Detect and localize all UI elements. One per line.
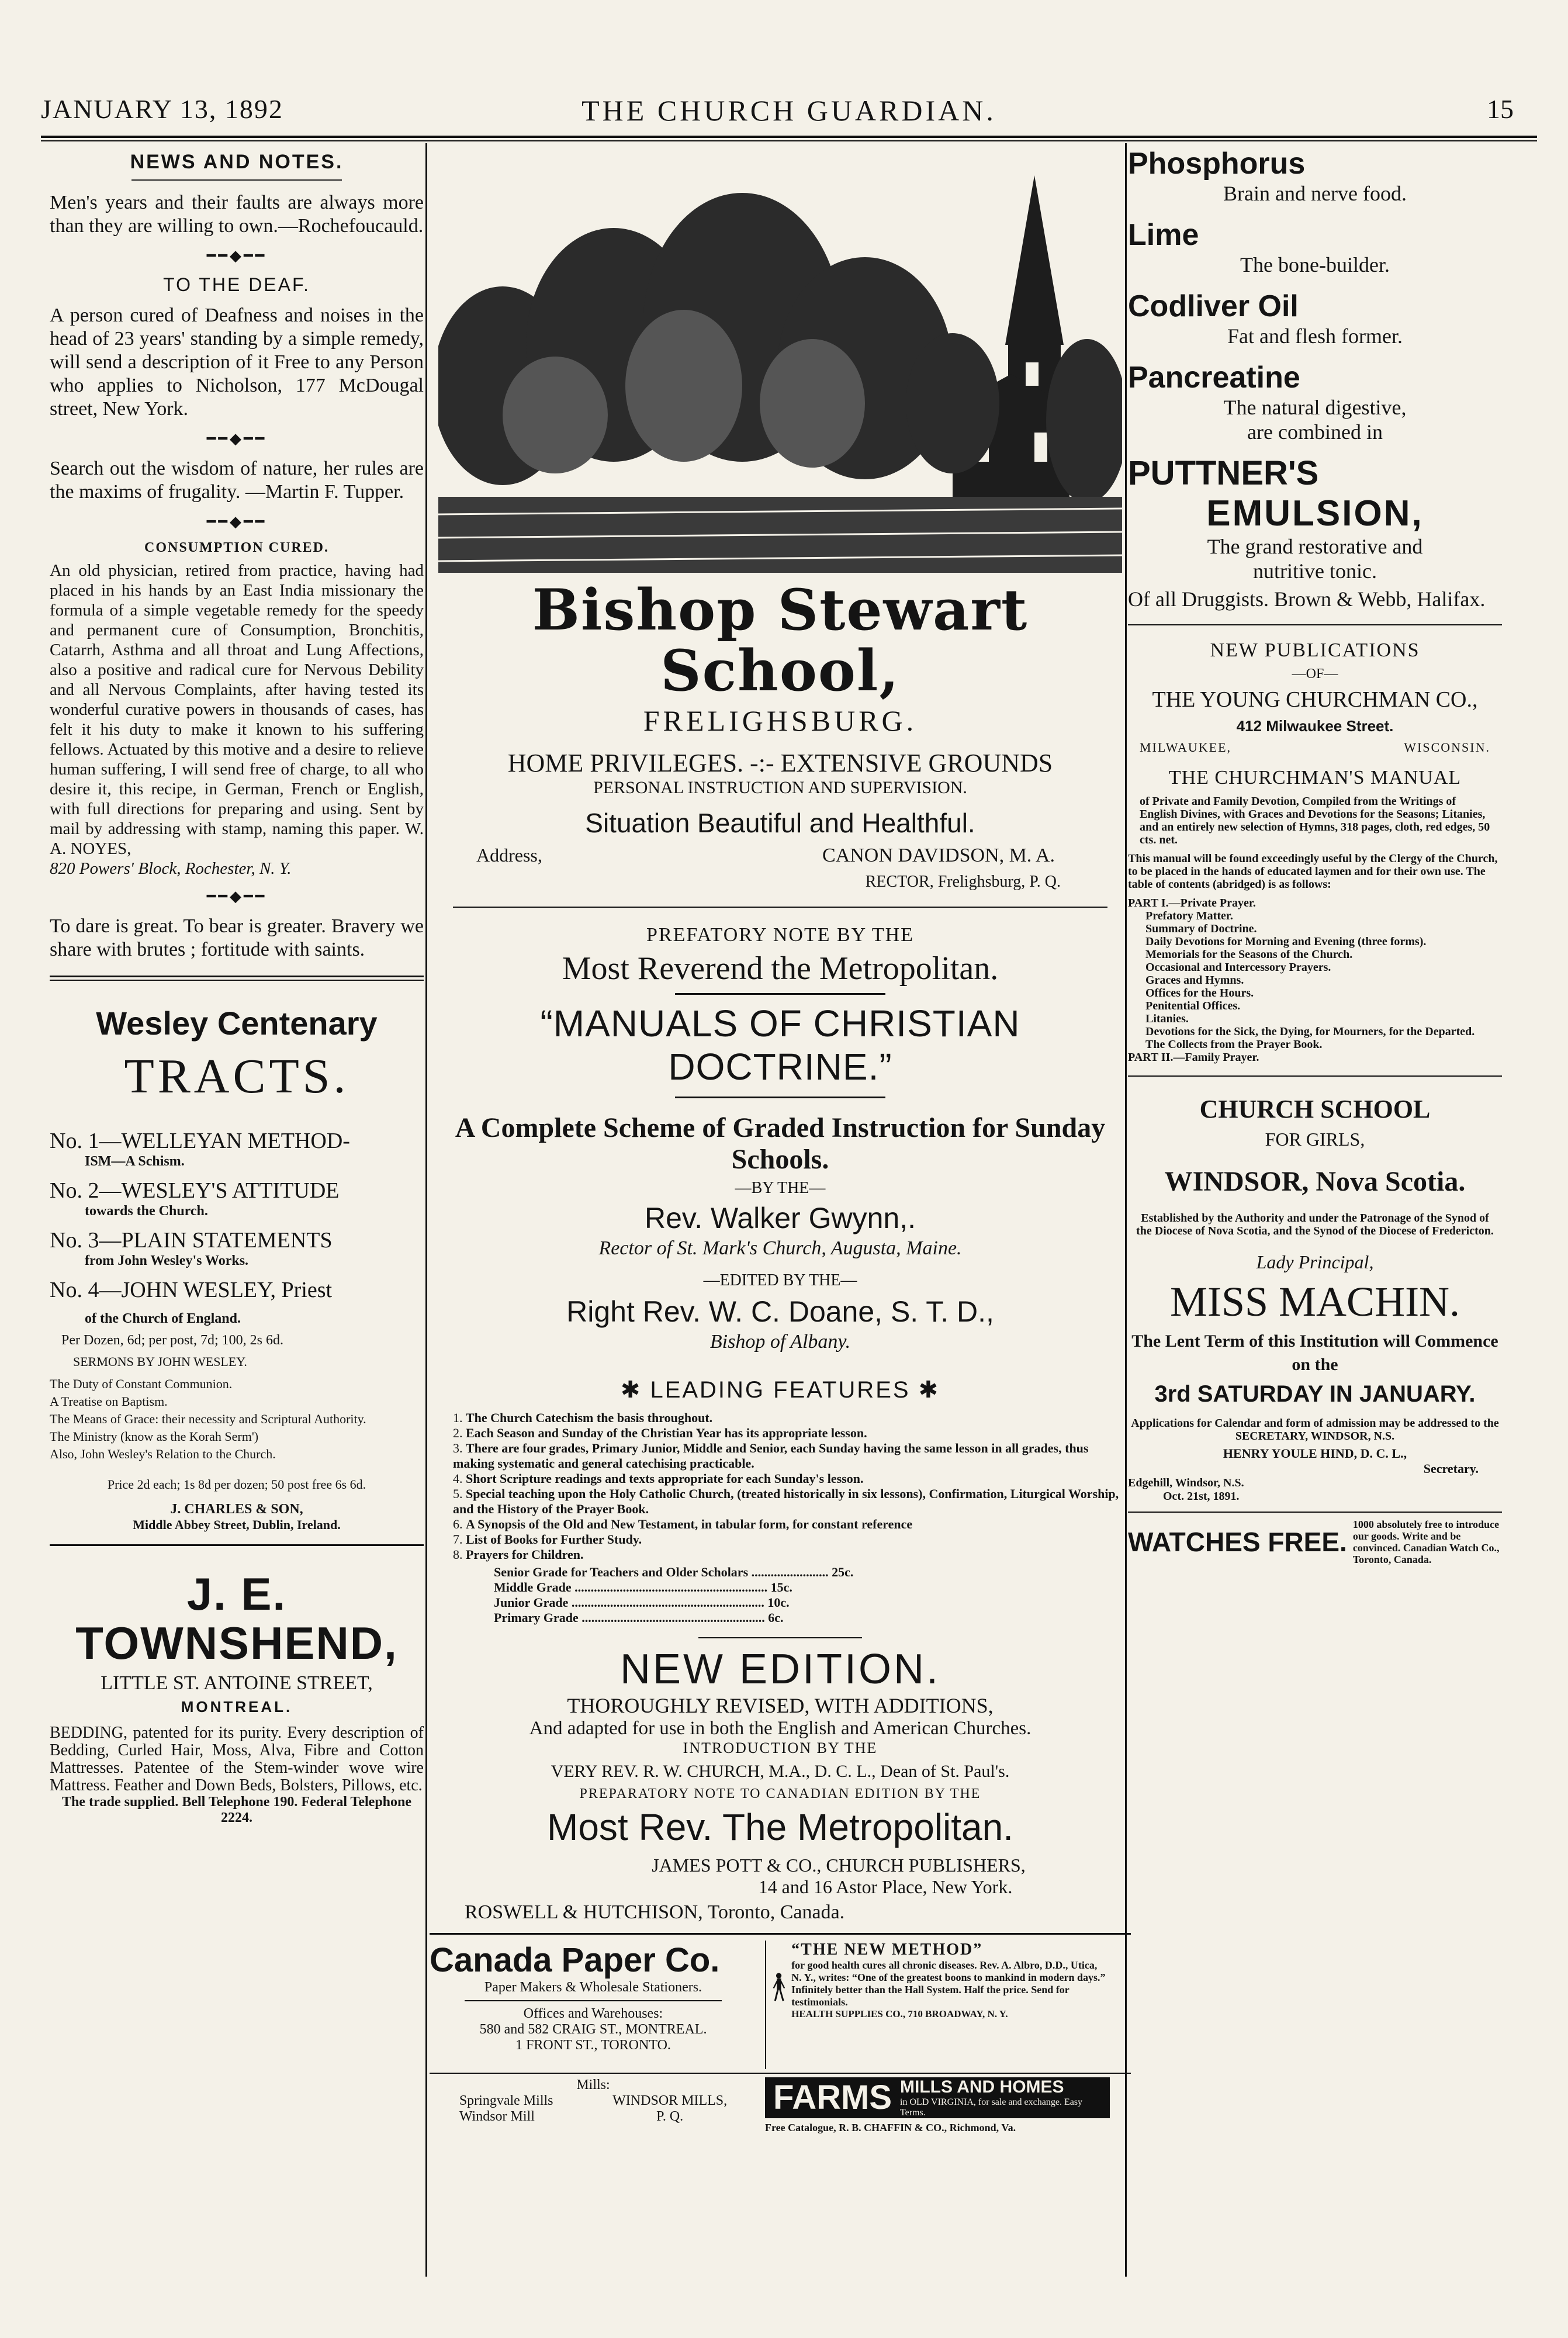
wisconsin: WISCONSIN.: [1404, 740, 1490, 755]
canada-paper-title: Canada Paper Co.: [430, 1941, 720, 1979]
new-method-supplier: HEALTH SUPPLIES CO., 710 BROADWAY, N. Y.: [791, 2008, 1008, 2019]
part-item: Devotions for the Sick, the Dying, for Mourners, for the Departed.: [1145, 1025, 1475, 1038]
features-list: [430, 1410, 1131, 1562]
publications-of: —OF—: [1292, 666, 1338, 682]
metropolitan: Most Reverend the Metropolitan.: [562, 950, 999, 987]
windsor-mills-pq: P. Q.: [656, 2109, 684, 2124]
section-rule: [430, 2073, 1131, 2074]
farms-mills-homes: MILLS AND HOMES: [900, 2077, 1064, 2097]
school-rector-name: CANON DAVIDSON, M. A.: [822, 845, 1055, 866]
wesley-publisher-address: Middle Abbey Street, Dublin, Ireland.: [133, 1517, 341, 1532]
new-method-title: “THE NEW METHOD”: [791, 1941, 983, 1959]
ads-row-2: [430, 2077, 1131, 2134]
new-method-ad: [765, 1941, 1110, 2069]
tract-2-sub: towards the Church.: [85, 1203, 208, 1219]
tract-3-sub: from John Wesley's Works.: [85, 1253, 249, 1268]
news-title: NEWS AND NOTES.: [130, 151, 344, 173]
left-column: [50, 146, 424, 2280]
watches-desc: 1000 absolutely free to introduce our goods. Write and be convinced. Canadian Watch Co., Toronto, Canada.: [1352, 1519, 1500, 1565]
section-rule: [50, 1544, 424, 1546]
section-rule: [1128, 624, 1502, 625]
feature-item: 6. A Synopsis of the Old and New Testament, in tabular form, for constant reference: [453, 1517, 913, 1531]
tupper-quote: Search out the wisdom of nature, her rules are the maxims of frugality. —Martin F. Tupper.: [50, 458, 424, 503]
pancreatine-title: Pancreatine: [1128, 361, 1300, 395]
sermons-title: SERMONS BY JOHN WESLEY.: [73, 1354, 247, 1369]
adapted-note: And adapted for use in both the English and American Churches.: [529, 1718, 1032, 1739]
lime-title: Lime: [1128, 218, 1199, 252]
deaf-text: A person cured of Deafness and noises in the head of 23 years' standing by a simple remedy, will send a description of it Free to any Person who applies to Nicholson, 177 McDougal street, New York.: [50, 305, 424, 420]
codliver-title: Codliver Oil: [1128, 289, 1299, 323]
part-item: Offices for the Hours.: [1145, 987, 1254, 999]
farms-title: FARMS: [773, 2078, 892, 2116]
pancreatine-desc: The natural digestive,: [1223, 396, 1407, 419]
school-name: Bishop Stewart School,: [532, 577, 1029, 704]
sermon-item: The Ministry (know as the Korah Serm'): [50, 1429, 259, 1444]
sermon-item: A Treatise on Baptism.: [50, 1394, 168, 1409]
consumption-title: CONSUMPTION CURED.: [144, 540, 329, 555]
farms-virginia: in OLD VIRGINIA, for sale and exchange. Easy Terms.: [900, 2097, 1083, 2118]
part-1: PART I.—Private Prayer.: [1128, 897, 1256, 909]
manuals-subtitle: A Complete Scheme of Graded Instruction for Sunday Schools.: [455, 1112, 1106, 1175]
tract-3: No. 3—PLAIN STATEMENTS: [50, 1228, 333, 1253]
section-rule: [453, 907, 1107, 908]
druggists: Of all Druggists. Brown & Webb, Halifax.: [1128, 587, 1486, 611]
mills-block: [430, 2077, 757, 2134]
canada-paper-sub: Paper Makers & Wholesale Stationers.: [484, 1980, 702, 1995]
secretary: Secretary.: [1423, 1461, 1479, 1476]
feature-item: 1. The Church Catechism the basis throughout.: [453, 1410, 713, 1425]
farms-catalogue: Free Catalogue, R. B. CHAFFIN & CO., Richmond, Va.: [765, 2122, 1016, 2133]
dean-church: VERY REV. R. W. CHURCH, M.A., D. C. L., Dean of St. Paul's.: [551, 1762, 1010, 1781]
roswell-hutchison: ROSWELL & HUTCHISON, Toronto, Canada.: [465, 1901, 845, 1923]
short-rule: [698, 1637, 862, 1638]
lady-principal: Lady Principal,: [1256, 1251, 1374, 1272]
church-illustration: [438, 152, 1122, 573]
deaf-title: TO THE DEAF.: [163, 274, 310, 295]
ornament: ━━◆━━: [206, 430, 267, 447]
phosphorus-title: Phosphorus: [1128, 147, 1306, 181]
section-rule: [1128, 1512, 1502, 1513]
part-item: Penitential Offices.: [1145, 999, 1241, 1012]
farms-ad: [765, 2077, 1110, 2134]
feature-item: 7. List of Books for Further Study.: [453, 1532, 642, 1547]
mill-springvale: Springvale Mills: [459, 2093, 553, 2108]
header-rule: [41, 136, 1537, 138]
grade-price-row: Junior Grade ............................................................ 10c.: [494, 1595, 790, 1610]
watches-free: WATCHES FREE.: [1128, 1527, 1347, 1557]
tract-price: Per Dozen, 6d; per post, 7d; 100, 2s 6d.: [61, 1333, 283, 1348]
part-item: Memorials for the Seasons of the Church.: [1145, 948, 1353, 961]
ornament: ━━◆━━: [206, 888, 267, 905]
sermon-item: Also, John Wesley's Relation to the Church.: [50, 1447, 276, 1461]
lent-term: The Lent Term of this Institution will Commence on the: [1131, 1331, 1498, 1374]
feature-item: 8. Prayers for Children.: [453, 1547, 584, 1562]
manuals-author-role: Rector of St. Mark's Church, Augusta, Maine.: [598, 1237, 962, 1259]
tract-1: No. 1—WELLEYAN METHOD-: [50, 1129, 350, 1153]
pancreatine-combined: are combined in: [1247, 420, 1383, 444]
introduction-note: INTRODUCTION BY THE: [683, 1739, 878, 1756]
milwaukee: MILWAUKEE,: [1140, 740, 1232, 755]
feature-item: 5. Special teaching upon the Holy Catholic Church, (treated historically in six lessons), Confirmation, Liturgical Worship, and the History of the Prayer Book.: [453, 1486, 1119, 1516]
newspaper-title: THE CHURCH GUARDIAN.: [581, 94, 996, 127]
section-rule: [430, 1933, 1131, 1935]
grade-prices: [430, 1565, 1131, 1625]
school-situation: Situation Beautiful and Healthful.: [585, 808, 975, 838]
pott-address: 14 and 16 Astor Place, New York.: [758, 1876, 1013, 1897]
grade-price-row: Primary Grade ......................................................... 6c.: [494, 1610, 784, 1625]
prefatory-note: PREFATORY NOTE BY THE: [646, 924, 914, 946]
grade-price-row: Middle Grade ............................................................ 15c.: [494, 1580, 792, 1595]
canada-paper-ad: [430, 1941, 757, 2069]
wesley-publisher: J. CHARLES & SON,: [170, 1502, 303, 1517]
milwaukee-line: [1140, 740, 1490, 755]
page-header: [41, 88, 1537, 140]
school-place: FRELIGHSBURG.: [643, 704, 918, 737]
tonic-line-2: nutritive tonic.: [1253, 559, 1377, 583]
new-method-text: for good health cures all chronic diseases. Rev. A. Albro, D.D., Utica, N. Y., writes: “One of the greatest boons to mankind in modern days.” Infinitely better than the Hall System. Half the price. Send for testimonials.: [791, 1959, 1106, 2008]
part-item: Summary of Doctrine.: [1145, 922, 1257, 935]
henry-hind: HENRY YOULE HIND, D. C. L.,: [1223, 1446, 1407, 1461]
new-publications: NEW PUBLICATIONS: [1210, 639, 1420, 661]
walking-man-icon: [772, 1941, 785, 2034]
short-rule: [465, 2000, 722, 2001]
part-item: Daily Devotions for Morning and Evening (three forms).: [1145, 935, 1427, 948]
part-item: Graces and Hymns.: [1145, 974, 1244, 987]
sermon-item: The Means of Grace: their necessity and Scriptural Authority.: [50, 1412, 366, 1426]
codliver-desc: Fat and flesh former.: [1227, 324, 1403, 348]
windsor-mills: WINDSOR MILLS,: [612, 2093, 728, 2108]
applications: Applications for Calendar and form of admission may be addressed to the SECRETARY, WINDSOR, N.S.: [1131, 1417, 1499, 1443]
townshend-name: J. E. TOWNSHEND,: [75, 1568, 398, 1669]
features-title: ✱ LEADING FEATURES ✱: [620, 1377, 940, 1403]
manuals-editor-role: Bishop of Albany.: [709, 1331, 851, 1353]
issue-date: JANUARY 13, 1892: [41, 94, 283, 124]
ornament: ━━◆━━: [206, 513, 267, 530]
school-rector-role: RECTOR, Frelighsburg, P. Q.: [865, 873, 1061, 891]
for-girls: FOR GIRLS,: [1265, 1129, 1365, 1150]
townshend-city: MONTREAL.: [181, 1698, 293, 1716]
young-churchman: THE YOUNG CHURCHMAN CO.,: [1152, 687, 1478, 712]
sermon-item: The Duty of Constant Communion.: [50, 1376, 233, 1391]
tract-4-sub: of the Church of England.: [85, 1311, 241, 1326]
short-rule: [675, 993, 885, 995]
header-rule-thin: [41, 140, 1537, 141]
canada-paper-offices: Offices and Warehouses:: [523, 2006, 663, 2021]
tonic-line-1: The grand restorative and: [1207, 535, 1423, 558]
part-item: Occasional and Intercessory Prayers.: [1145, 961, 1331, 974]
school-address-block: [430, 845, 1131, 903]
tract-1-sub: ISM—A Schism.: [85, 1154, 185, 1169]
tract-2: No. 2—WESLEY'S ATTITUDE: [50, 1178, 340, 1203]
tract-4: No. 4—JOHN WESLEY, Priest: [50, 1278, 333, 1302]
townshend-street: LITTLE ST. ANTOINE STREET,: [101, 1672, 373, 1694]
metropolitan-2: Most Rev. The Metropolitan.: [547, 1806, 1013, 1848]
consumption-text: An old physician, retired from practice, having had placed in his hands by an East India missionary the formula of a simple vegetable remedy for the speedy and permanent cure of Consumption, Bronchitis, Catarrh, Asthma and all throat and Lung Affections, also a positive and radical cure for Nervous Debility and all Nervous Complaints, after having tested its wonderful curative powers in thousands of cases, has felt it his duty to make it known to his suffering fellows. Actuated by this motive and a desire to relieve human suffering, I will send free of charge, to all who desire it, this recipe, in German, French or English, with full directions for preparing and using. Sent by mail by addressing with stamp, naming this paper. W. A. NOYES,: [50, 561, 424, 858]
column-divider-left: [425, 143, 427, 2277]
ornament: ━━◆━━: [206, 247, 267, 264]
wesley-tracts: TRACTS.: [124, 1049, 349, 1104]
manuals-edited: —EDITED BY THE—: [703, 1271, 857, 1289]
wesley-title: Wesley Centenary: [96, 1005, 378, 1042]
section-rule: [50, 980, 424, 981]
short-rule: [675, 1097, 885, 1098]
feature-item: 3. There are four grades, Primary Junior, Middle and Senior, each Sunday having the same lesson in all grades, thus making systematic and general catechising practicable.: [453, 1441, 1089, 1471]
consumption-address: 820 Powers' Block, Rochester, N. Y.: [50, 859, 292, 878]
miss-machin: MISS MACHIN.: [1169, 1278, 1460, 1325]
school-address-label: Address,: [476, 845, 542, 866]
townshend-text: BEDDING, patented for its purity. Every description of Bedding, Curled Hair, Moss, Alva, Fibre and Cotton Mattresses. Patentee of the Stem-winder wove wire Mattress. Feather and Down Beds, Bolsters, Pillows, etc.: [50, 1724, 424, 1794]
revised-note: THOROUGHLY REVISED, WITH ADDITIONS,: [567, 1694, 994, 1717]
canada-paper-addr1: 580 and 582 CRAIG ST., MONTREAL.: [479, 2022, 707, 2037]
lime-desc: The bone-builder.: [1240, 253, 1390, 276]
manual-desc: of Private and Family Devotion, Compiled from the Writings of English Divines, with Graces and Devotions for the Seasons; Litanies, and an entirely new selection of Hymns, 318 pages, cloth, red edges, 50 cts. net.: [1140, 795, 1490, 846]
oct-date: Oct. 21st, 1891.: [1163, 1490, 1240, 1503]
manual-contents: [1128, 897, 1502, 1064]
part-item: The Collects from the Prayer Book.: [1145, 1038, 1323, 1051]
mill-windsor: Windsor Mill: [459, 2109, 535, 2124]
part-item: Prefatory Matter.: [1145, 909, 1233, 922]
milwaukee-street: 412 Milwaukee Street.: [1236, 717, 1394, 735]
feature-item: 4. Short Scripture readings and texts appropriate for each Sunday's lesson.: [453, 1471, 864, 1486]
part-2: PART II.—Family Prayer.: [1128, 1051, 1259, 1064]
right-column: [1128, 146, 1502, 2280]
townshend-telephone: The trade supplied. Bell Telephone 190. Federal Telephone 2224.: [61, 1794, 412, 1825]
manual-desc-2: This manual will be found exceedingly useful by the Clergy of the Church, to be placed in the hands of educated laymen and for their own use. The table of contents (abridged) is as follows:: [1128, 852, 1498, 891]
section-rule: [1128, 1075, 1502, 1077]
sermons-list: [50, 1375, 424, 1463]
section-rule: [50, 976, 424, 977]
canada-paper-addr2: 1 FRONT ST., TORONTO.: [515, 2038, 671, 2053]
manuals-editor: Right Rev. W. C. Doane, S. T. D.,: [566, 1295, 994, 1328]
established-note: Established by the Authority and under the Patronage of the Synod of the Diocese of Nova Scotia, and the Synod of the Diocese of Fredericton.: [1136, 1212, 1494, 1237]
manuals-author: Rev. Walker Gwynn,.: [645, 1202, 916, 1234]
part-item: Litanies.: [1145, 1012, 1189, 1025]
school-instruction: PERSONAL INSTRUCTION AND SUPERVISION.: [593, 778, 967, 797]
ads-row-1: [430, 1941, 1131, 2069]
divider: [131, 179, 342, 181]
news-quote: Men's years and their faults are always more than they are willing to own.—Rochefoucauld.: [50, 192, 424, 237]
center-column: [430, 146, 1131, 2280]
puttners-title: PUTTNER'S: [1128, 454, 1319, 492]
wesley-list: [50, 1128, 424, 1327]
manuals-by: —BY THE—: [735, 1179, 826, 1197]
pott-publishers: JAMES POTT & CO., CHURCH PUBLISHERS,: [652, 1855, 1026, 1876]
emulsion-title: EMULSION,: [1206, 493, 1424, 534]
dare-quote: To dare is great. To bear is greater. Bravery we share with brutes ; fortitude with saints.: [50, 915, 424, 960]
new-edition: NEW EDITION.: [620, 1646, 940, 1693]
edgehill: Edgehill, Windsor, N.S.: [1128, 1476, 1244, 1489]
phosphorus-desc: Brain and nerve food.: [1223, 182, 1407, 205]
mills-label: Mills:: [576, 2077, 610, 2093]
churchmans-manual: THE CHURCHMAN'S MANUAL: [1168, 767, 1462, 788]
manuals-title: “MANUALS OF CHRISTIAN DOCTRINE.”: [540, 1002, 1020, 1088]
watches-ad: [1128, 1519, 1502, 1565]
grade-price-row: Senior Grade for Teachers and Older Scholars ........................ 25c.: [494, 1565, 854, 1579]
third-saturday: 3rd SATURDAY IN JANUARY.: [1154, 1381, 1476, 1407]
church-school-title: CHURCH SCHOOL: [1199, 1095, 1431, 1123]
preparatory-note: PREPARATORY NOTE TO CANADIAN EDITION BY THE: [579, 1786, 981, 1801]
page-number: 15: [1487, 94, 1514, 124]
sermons-price: Price 2d each; 1s 8d per dozen; 50 post free 6s 6d.: [107, 1477, 366, 1492]
school-privileges: HOME PRIVILEGES. -:- EXTENSIVE GROUNDS: [507, 749, 1053, 777]
windsor-ns: WINDSOR, Nova Scotia.: [1164, 1166, 1466, 1197]
feature-item: 2. Each Season and Sunday of the Christian Year has its appropriate lesson.: [453, 1426, 867, 1440]
